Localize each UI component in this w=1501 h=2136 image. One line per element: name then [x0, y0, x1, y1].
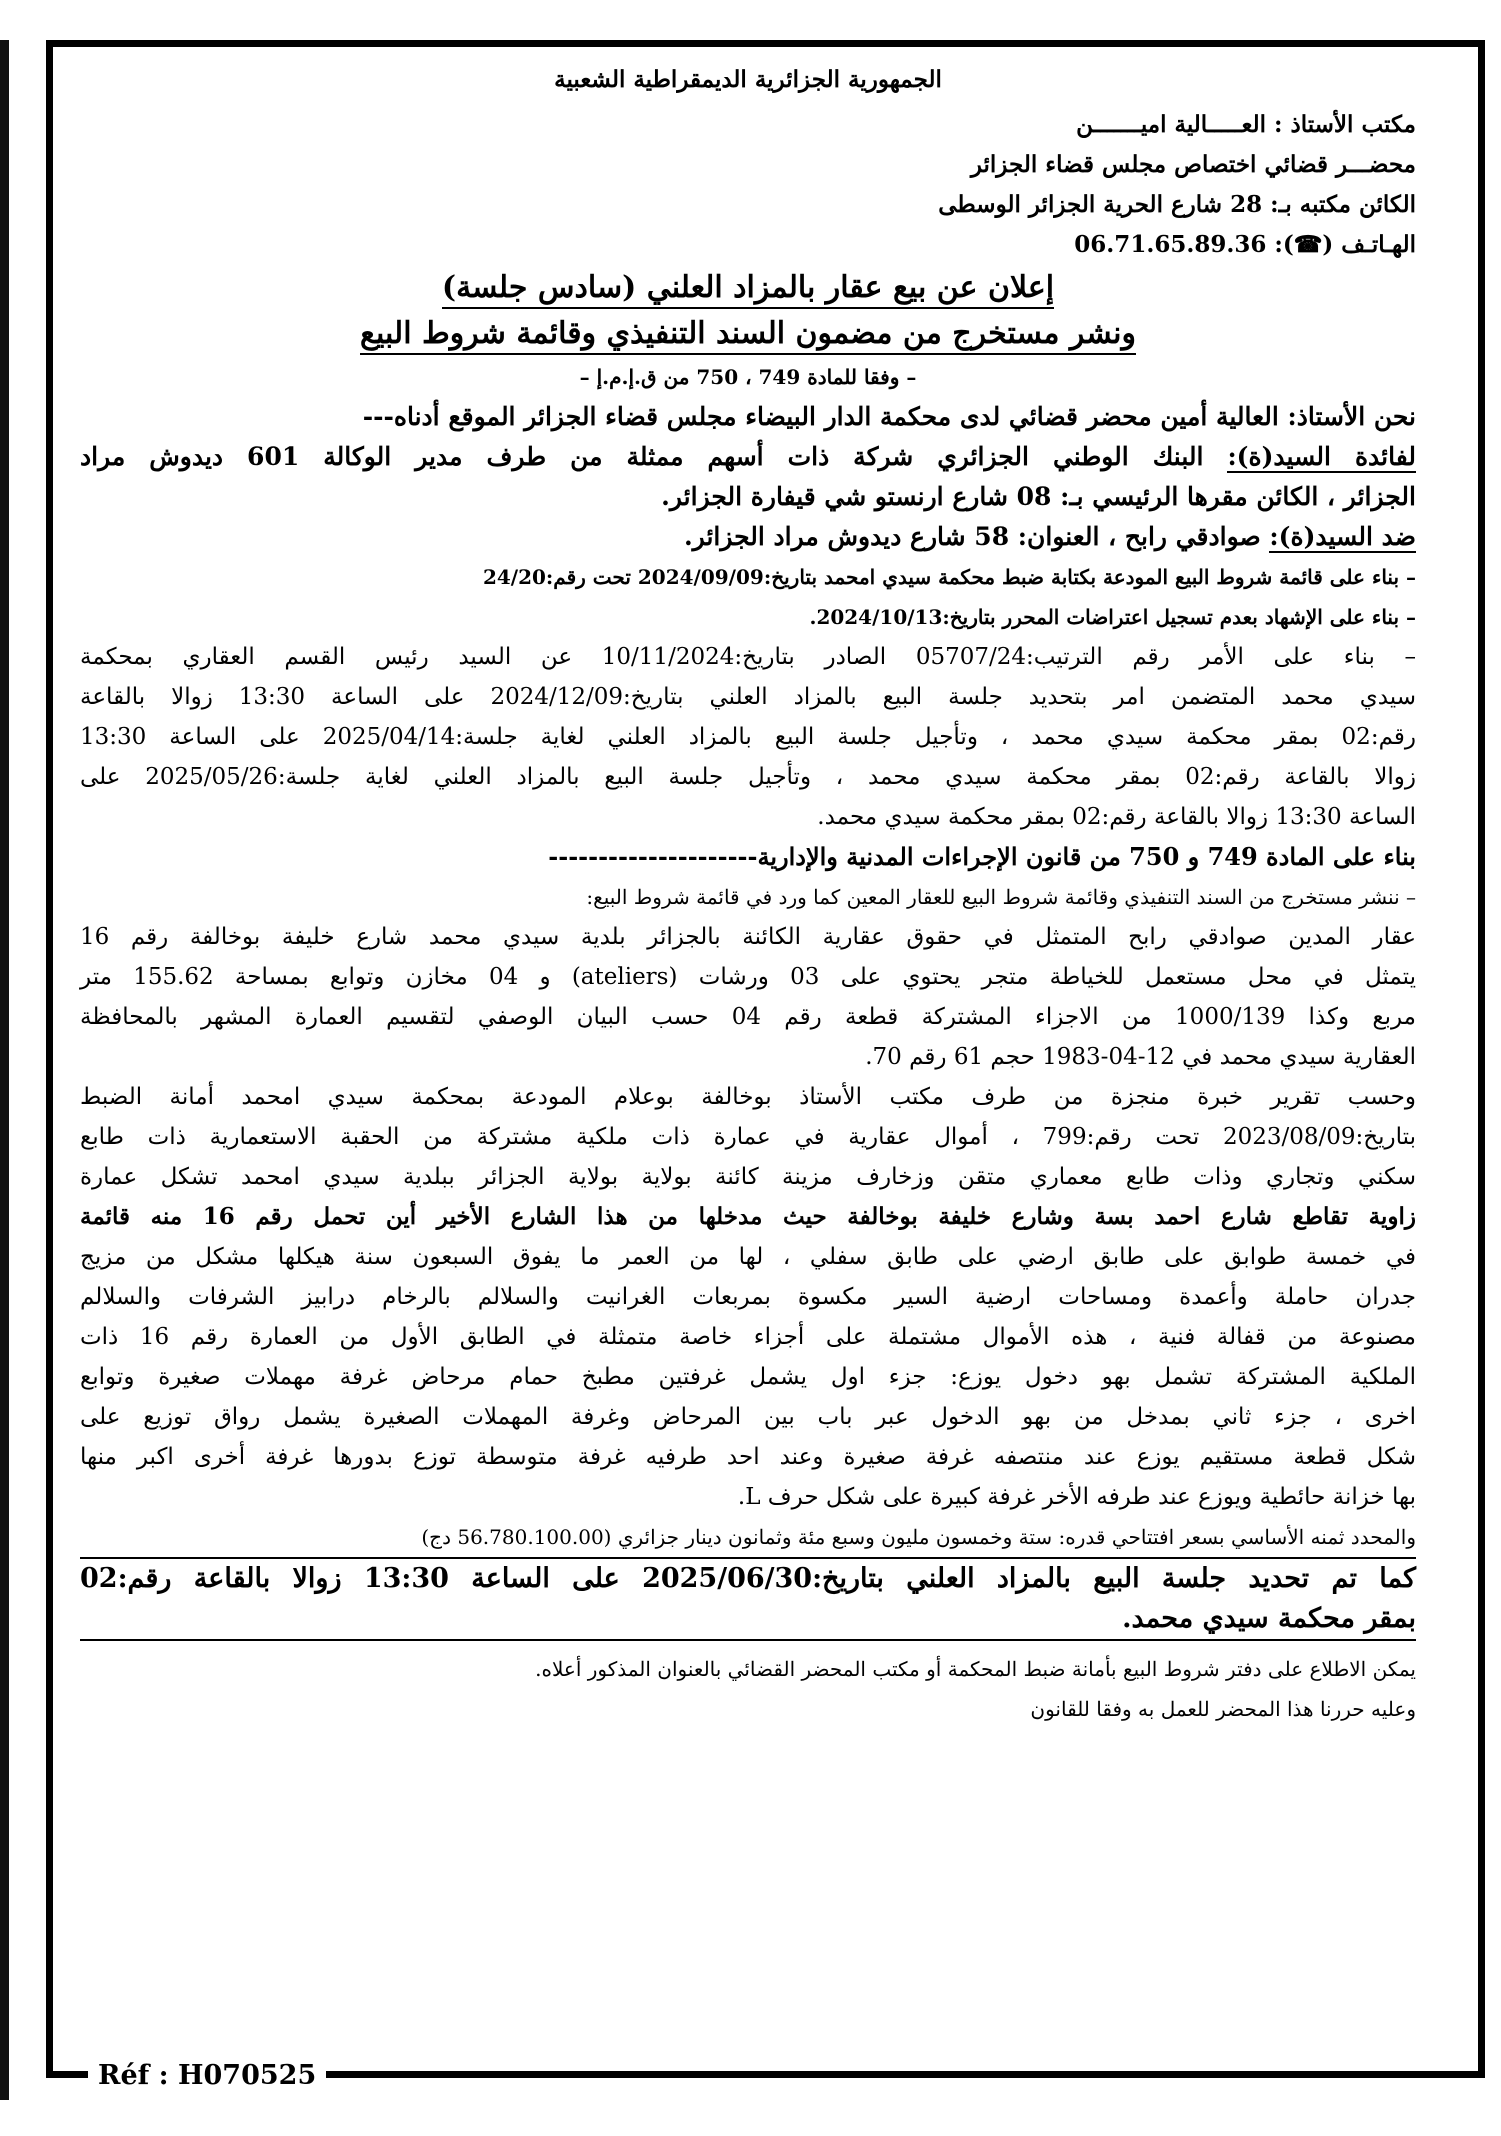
articles-reference: – وفقا للمادة 749 ، 750 من ق.إ.م.إ –: [579, 365, 917, 389]
consultation-note: يمكن الاطلاع على دفتر شروط البيع بأمانة ضبط المحكمة أو مكتب المحضر القضائي بالعنوان المذكور أعلاه.: [535, 1657, 1416, 1681]
opening-price: والمحدد ثمنه الأساسي بسعر افتتاحي قدره: ستة وخمسون مليون وسبع مئة وثمانون دينار جزائري (56.780.100.00 دج): [421, 1525, 1416, 1549]
basis-item-3-line-2: سيدي محمد المتضمن امر بتحديد جلسة البيع بالمزاد العلني بتاريخ:2024/12/09 على الساعة 13:30 زوالا بالقاعة: [80, 684, 1416, 710]
beneficiary-text: البنك الوطني الجزائري شركة ذات أسهم ممثلة من طرف مدير الوكالة 601 ديدوش مراد: [80, 442, 1228, 471]
expertise-1: وحسب تقرير خبرة منجزة من طرف مكتب الأستاذ بوخالفة بوعلام المودعة بمحكمة سيدي امحمد أمانة الضبط: [80, 1084, 1416, 1110]
basis-item-1: – بناء على قائمة شروط البيع المودعة بكتابة ضبط محكمة سيدي امحمد بتاريخ:2024/09/09 تحت رقم:24/20: [482, 565, 1416, 589]
publication-intro: – ننشر مستخرج من السند التنفيذي وقائمة شروط البيع للعقار المعين كما ورد في قائمة شروط البيع:: [586, 885, 1416, 909]
bailiff-line: محضـــر قضائي اختصاص مجلس قضاء الجزائر: [970, 151, 1416, 178]
expertise-3: سكني وتجاري وذات طابع معماري متقن وزخارف مزينة كائنة بولاية بولاية الجزائر ببلدية سيدي امحمد تشكل عمارة: [80, 1164, 1416, 1190]
office-line: مكتب الأستاذ : العـــــالية اميـــــــن: [1076, 111, 1416, 138]
debtor-line: [80, 517, 1416, 557]
expertise-5: في خمسة طوابق على طابق ارضي على طابق سفلي ، لها من العمر ما يفوق السبعون سنة هيكلها مشكل من مزيج: [80, 1244, 1416, 1270]
expertise-4: زاوية تقاطع شارع احمد بسة وشارع خليفة بوخالفة حيث مدخلها من هذا الشارع الأخير أين تحمل رقم 16 منه قائمة: [80, 1203, 1417, 1230]
expertise-7: مصنوعة من قفالة فنية ، هذه الأموال مشتملة على أجزاء خاصة متمثلة في الطابق الأول من العمارة رقم 16 ذات: [80, 1324, 1416, 1350]
address-line: الكائن مكتبه بـ: 28 شارع الحرية الجزائر الوسطى: [938, 191, 1416, 218]
expertise-2: بتاريخ:2023/08/09 تحت رقم:799 ، أموال عقارية في عمارة ذات ملكية مشتركة من الحقبة الاستعمارية ذات طابع: [80, 1124, 1416, 1150]
expertise-11: بها خزانة حائطية ويوزع عند طرفه الأخر غرفة كبيرة على شكل حرف L.: [737, 1484, 1416, 1510]
announcement-title-2: ونشر مستخرج من مضمون السند التنفيذي وقائمة شروط البيع: [80, 311, 1416, 357]
expertise-8: الملكية المشتركة تشمل بهو دخول يوزع: جزء اول يشمل غرفتين مطبخ حمام مرحاض غرفة مهملات صغيرة وتوابع: [80, 1364, 1416, 1390]
reference-code: Réf : H070525: [88, 2060, 326, 2092]
session-line-2: بمقر محكمة سيدي محمد.: [1122, 1603, 1416, 1634]
debtor-text: صوادقي رابح ، العنوان: 58 شارع ديدوش مراد الجزائر.: [683, 522, 1270, 551]
beneficiary-line-1: [80, 437, 1416, 477]
session-line-1: كما تم تحديد جلسة البيع بالمزاد العلني بتاريخ:2025/06/30 على الساعة 13:30 زوالا بالقاعة رقم:02: [80, 1563, 1416, 1594]
scan-edge: [0, 40, 9, 2100]
basis-item-3-line-4: زوالا بالقاعة رقم:02 بمقر محكمة سيدي محمد ، وتأجيل جلسة البيع بالمزاد العلني لغاية جلسة:2025/05/26 على: [80, 764, 1416, 790]
bailiff-statement: نحن الأستاذ: العالية أمين محضر قضائي لدى محكمة الدار البيضاء مجلس قضاء الجزائر الموقع أدناه---: [362, 402, 1416, 431]
property-desc-4: العقارية سيدي محمد في 12-04-1983 حجم 61 رقم 70.: [865, 1044, 1416, 1070]
session-box: [80, 1557, 1416, 1641]
phone-line: الهـاتـف (☎): 06.71.65.89.36: [1074, 231, 1416, 258]
beneficiary-label: لفائدة السيد(ة):: [1227, 442, 1417, 471]
property-desc-3: مربع وكذا 1000/139 من الاجزاء المشتركة قطعة رقم 04 حسب البيان الوصفي لتقسيم العمارة المشهر بالمحافظة: [80, 1004, 1416, 1030]
beneficiary-line-2: الجزائر ، الكائن مقرها الرئيسي بـ: 08 شارع ارنستو شي قيفارة الجزائر.: [661, 482, 1416, 511]
closing-statement: وعليه حررنا هذا المحضر للعمل به وفقا للقانون: [1030, 1697, 1416, 1721]
articles-basis: بناء على المادة 749 و 750 من قانون الإجراءات المدنية والإدارية---------------------: [548, 842, 1416, 871]
basis-item-3-line-1: – بناء على الأمر رقم الترتيب:05707/24 الصادر بتاريخ:10/11/2024 عن السيد رئيس القسم العقاري بمحكمة: [80, 644, 1417, 670]
republic-title: الجمهورية الجزائرية الديمقراطية الشعبية: [554, 66, 942, 93]
basis-item-3-line-3: رقم:02 بمقر محكمة سيدي محمد ، وتأجيل جلسة البيع بالمزاد العلني لغاية جلسة:2025/04/14 على الساعة 13:30: [80, 724, 1416, 750]
basis-item-2: – بناء على الإشهاد بعدم تسجيل اعتراضات المحرر بتاريخ:2024/10/13.: [809, 605, 1416, 629]
expertise-10: شكل قطعة مستقيم يوزع عند منتصفه غرفة صغيرة وعند احد طرفيه غرفة متوسطة توزع بدورها غرفة أخرى اكبر منها: [80, 1444, 1416, 1470]
announcement-title-1: إعلان عن بيع عقار بالمزاد العلني (سادس جلسة): [80, 265, 1416, 311]
property-desc-2: يتمثل في محل مستعمل للخياطة متجر يحتوي على 03 ورشات (ateliers) و 04 مخازن وتوابع بمساحة 155.62 متر: [80, 964, 1416, 990]
property-desc-1: عقار المدين صوادقي رابح المتمثل في حقوق عقارية الكائنة بالجزائر بلدية سيدي محمد شارع خليفة بوخالفة رقم 16: [80, 924, 1416, 950]
expertise-9: اخرى ، جزء ثاني بمدخل من بهو الدخول عبر باب بين المرحاض وغرفة المهملات الصغيرة يشمل رواق توزيع على: [80, 1404, 1416, 1430]
document-body: [80, 55, 1416, 1729]
debtor-label: ضد السيد(ة):: [1269, 522, 1416, 551]
expertise-6: جدران حاملة وأعمدة ومساحات ارضية السير مكسوة بمربعات الغرانيت والسلالم بالرخام درابيز الشرفات والسلالم: [80, 1284, 1416, 1310]
basis-item-3-line-5: الساعة 13:30 زوالا بالقاعة رقم:02 بمقر محكمة سيدي محمد.: [817, 804, 1416, 830]
